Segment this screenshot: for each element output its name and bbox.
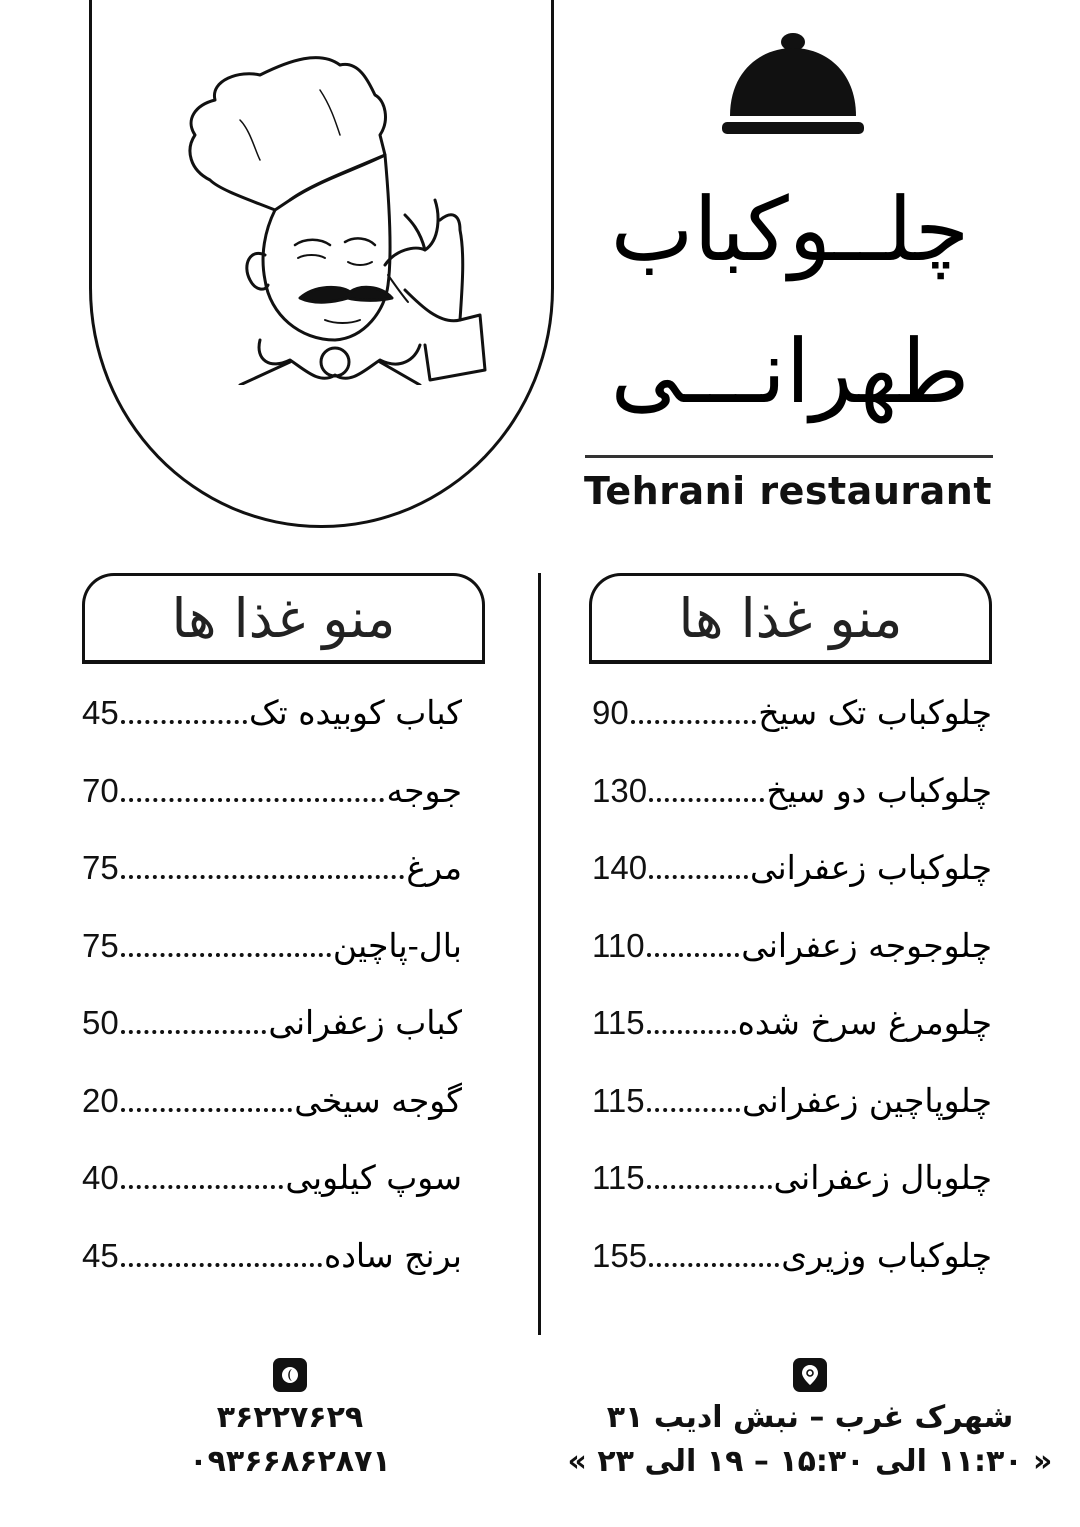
menu-item-price: 155 [592, 1236, 648, 1274]
menu-item-price: 75 [82, 849, 119, 886]
menu-item-price: 45 [82, 1236, 119, 1274]
leader-dots [649, 1263, 779, 1267]
menu-item [592, 766, 992, 844]
phone-icon [273, 1358, 307, 1392]
menu-item-name: چلوکباب تک سیخ [758, 693, 992, 732]
menu-item [82, 1153, 462, 1231]
leader-dots [647, 1185, 772, 1189]
menu-list-left [82, 688, 462, 1308]
menu-item-price: 70 [82, 771, 119, 809]
menu-item-price: 20 [82, 1081, 119, 1119]
menu-item-price: 130 [592, 771, 648, 809]
menu-heading-left [82, 573, 485, 664]
leader-dots [647, 1030, 736, 1034]
restaurant-title-fa-line1: چلــوکباب [610, 178, 970, 281]
menu-item-name: کباب زعفرانی [268, 1003, 462, 1042]
menu-item-name: کباب کوبیده تک [248, 693, 462, 732]
menu-item-name: مرغ [406, 848, 462, 887]
restaurant-title-fa-line2: طهرانـــی [610, 320, 970, 423]
menu-list-right [592, 688, 992, 1308]
menu-item-name: برنج ساده [323, 1235, 462, 1275]
contact-address [540, 1358, 1080, 1484]
menu-heading-right [589, 573, 992, 664]
leader-dots [121, 953, 331, 957]
menu-item-price: 40 [82, 1159, 119, 1196]
menu-item [592, 1076, 992, 1154]
chef-illustration [140, 40, 490, 385]
menu-item [82, 766, 462, 844]
menu-item [82, 998, 462, 1076]
address-text: شهرک غرب – نبش ادیب ۳۱ [606, 1400, 1014, 1435]
menu-item-price: 115 [592, 1081, 645, 1119]
leader-dots [121, 1263, 322, 1267]
menu-item-name: چلوبال زعفرانی [773, 1158, 992, 1197]
restaurant-title-en: Tehrani restaurant [584, 469, 992, 513]
menu-heading-right-label: منو غذا ها [678, 586, 903, 650]
menu-item-price: 140 [592, 849, 648, 886]
menu-item [82, 1076, 462, 1154]
menu-item-price: 90 [592, 694, 629, 731]
menu-item-price: 50 [82, 1004, 119, 1041]
menu-item-name: چلوکباب وزیری [781, 1235, 992, 1275]
location-pin-icon [793, 1358, 827, 1392]
menu-item [592, 688, 992, 766]
menu-item-name: چلوکباب زعفرانی [749, 848, 992, 887]
menu-item-price: 45 [82, 694, 119, 731]
menu-item-price: 115 [592, 1159, 645, 1196]
phone-number-landline[interactable]: ۳۶۲۲۷۶۲۹ [216, 1400, 364, 1435]
menu-item-name: گوجه سیخی [294, 1080, 462, 1120]
leader-dots [121, 1185, 284, 1189]
menu-item [592, 998, 992, 1076]
menu-item-name: چلوپاچین زعفرانی [742, 1080, 992, 1120]
menu-item [592, 843, 992, 921]
menu-item-price: 115 [592, 1004, 645, 1041]
leader-dots [647, 953, 740, 957]
leader-dots [121, 720, 247, 724]
leader-dots [649, 798, 764, 802]
leader-dots [121, 1108, 293, 1112]
leader-dots [121, 798, 385, 802]
leader-dots [649, 875, 748, 879]
menu-item-name: جوجه [386, 770, 462, 810]
menu-item-price: 110 [592, 926, 645, 964]
leader-dots [647, 1108, 740, 1112]
menu-item [592, 1153, 992, 1231]
logo-divider [585, 455, 993, 458]
cloche-icon [722, 30, 864, 136]
menu-item-name: سوپ کیلویی [285, 1158, 462, 1197]
menu-item [82, 688, 462, 766]
leader-dots [121, 1030, 267, 1034]
menu-item [82, 921, 462, 999]
phone-number-mobile[interactable]: ۰۹۳۶۶۸۶۲۸۷۱ [189, 1444, 391, 1479]
leader-dots [121, 875, 405, 879]
menu-item-price: 75 [82, 926, 119, 964]
menu-item [592, 921, 992, 999]
menu-item-name: چلومرغ سرخ شده [737, 1003, 992, 1042]
opening-hours: « ۱۱:۳۰ الی ۱۵:۳۰ – ۱۹ الی ۲۳ » [567, 1444, 1053, 1479]
menu-item-name: چلوکباب دو سیخ [766, 770, 992, 810]
menu-item [82, 843, 462, 921]
menu-item-name: بال-پاچین [332, 925, 462, 965]
contact-phone [140, 1358, 440, 1484]
column-divider [538, 573, 541, 1335]
menu-item [82, 1231, 462, 1309]
menu-item-name: چلوجوجه زعفرانی [741, 925, 992, 965]
leader-dots [631, 720, 757, 724]
menu-item [592, 1231, 992, 1309]
menu-heading-left-label: منو غذا ها [171, 586, 396, 650]
